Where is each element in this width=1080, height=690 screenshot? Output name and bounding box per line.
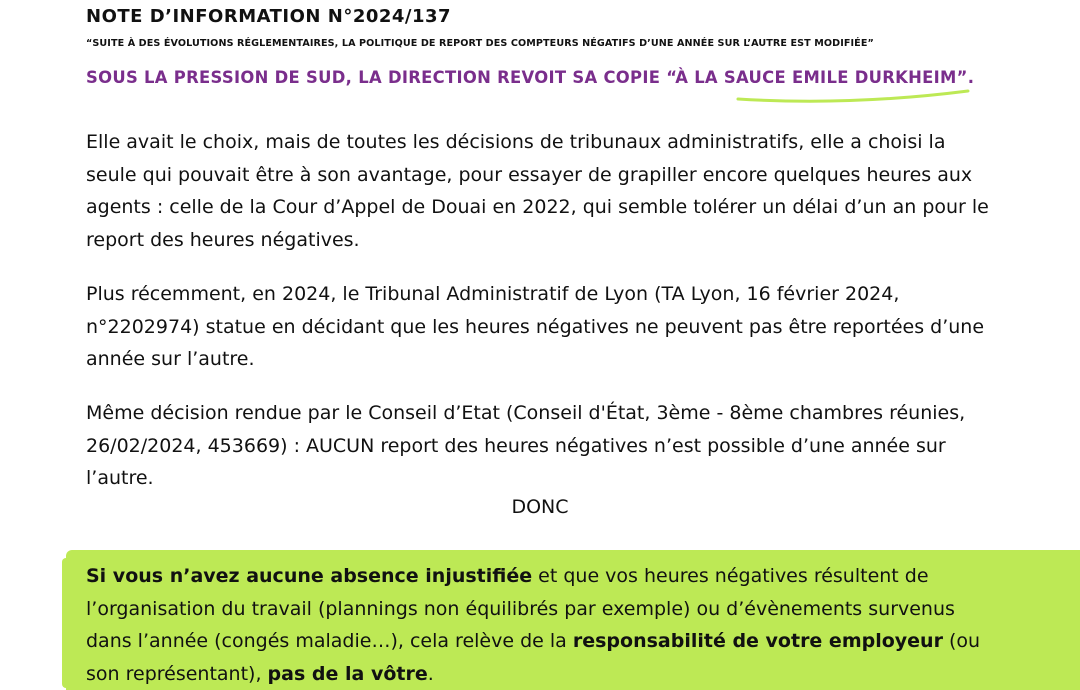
donc-label: DONC — [511, 496, 569, 518]
highlight-text-2: (ou son représentant), — [86, 630, 981, 685]
highlight-bold-1: Si vous n’avez aucune absence injustifiée — [86, 565, 533, 587]
highlight-bold-2: responsabilité de votre employeur — [572, 630, 943, 652]
highlight-text-3: . — [427, 662, 434, 685]
highlight-bold-3: pas de la vôtre — [267, 662, 428, 685]
highlight-text-1: et que vos heures négatives résultent de l’organisation du travail (plannings non équilibrés par exemple) ou d’évènements survenus dans l’année (congés maladie…), cela relève de la — [86, 565, 955, 652]
paragraph-2: Plus récemment, en 2024, le Tribunal Administratif de Lyon (TA Lyon, 16 février 2024, n°2202974) statue en décidant que les heures négatives ne peuvent pas être reportées d’une année sur l’autre. — [86, 283, 985, 370]
paragraph-1: Elle avait le choix, mais de toutes les décisions de tribunaux administratifs, elle a choisi la seule qui pouvait être à son avantage, pour essayer de grapiller encore quelques heures aux agents : celle de la Cour d’Appel de Douai en 2022, qui semble tolérer un délai d’un an pour le report des heures négatives. — [86, 131, 989, 251]
headline: SOUS LA PRESSION DE SUD, LA DIRECTION REVOIT SA COPIE “À LA SAUCE EMILE DURKHEIM”. — [86, 68, 975, 87]
note-subtitle: “SUITE À DES ÉVOLUTIONS RÉGLEMENTAIRES, LA POLITIQUE DE REPORT DES COMPTEURS NÉGATIFS D’UNE ANNÉE SUR L’AUTRE EST MODIFIÉE” — [86, 38, 874, 49]
paragraph-3: Même décision rendue par le Conseil d’Etat (Conseil d'État, 3ème - 8ème chambres réunies, 26/02/2024, 453669) : AUCUN report des heures négatives n’est possible d’une année sur l’autre. — [86, 402, 966, 489]
note-title: NOTE D’INFORMATION N°2024/137 — [86, 6, 452, 27]
highlight-paragraph — [86, 560, 998, 690]
headline-underline-decoration — [730, 86, 980, 110]
